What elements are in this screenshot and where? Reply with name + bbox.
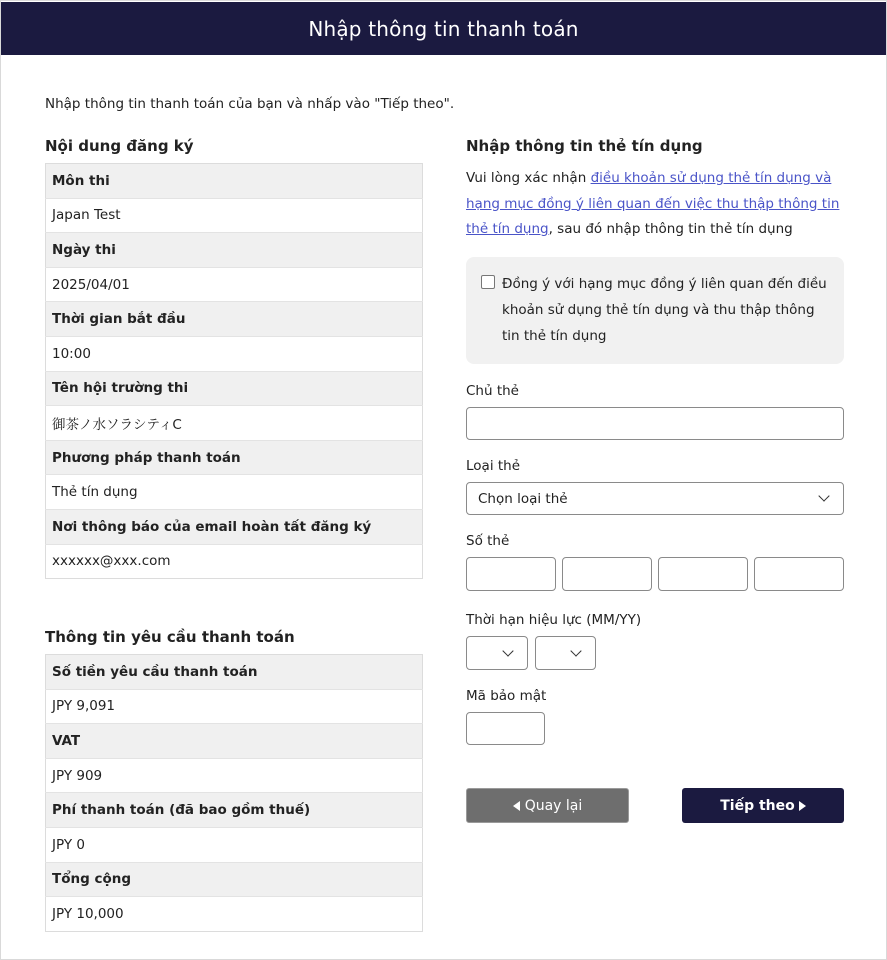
row-value: Thẻ tín dụng	[46, 475, 423, 510]
row-value: JPY 909	[46, 758, 423, 793]
row-value: xxxxxx@xxx.com	[46, 544, 423, 579]
caret-left-icon	[513, 801, 520, 811]
intro-text: Nhập thông tin thanh toán của bạn và nhấp vào "Tiếp theo".	[45, 96, 455, 112]
chevron-down-icon	[502, 645, 513, 656]
row-label: Nơi thông báo của email hoàn tất đăng ký	[46, 509, 423, 544]
row-label: Tổng cộng	[46, 862, 423, 897]
back-button-label: Quay lại	[524, 797, 583, 814]
notice-suffix: , sau đó nhập thông tin thẻ tín dụng	[548, 221, 793, 237]
row-label: Phương pháp thanh toán	[46, 440, 423, 475]
notice-prefix: Vui lòng xác nhận	[466, 170, 591, 186]
cvv-label: Mã bảo mật	[466, 688, 547, 704]
billing-table	[45, 654, 423, 932]
chevron-down-icon	[818, 490, 829, 501]
expiry-year-select[interactable]	[535, 636, 596, 670]
row-value: Japan Test	[46, 198, 423, 233]
row-value: JPY 10,000	[46, 897, 423, 932]
row-value: JPY 9,091	[46, 689, 423, 724]
back-button[interactable]	[466, 788, 629, 823]
caret-right-icon	[799, 801, 806, 811]
card-number-label: Số thẻ	[466, 533, 510, 549]
row-label: Phí thanh toán (đã bao gồm thuế)	[46, 793, 423, 828]
agreement-box	[466, 257, 844, 364]
card-number-part-4[interactable]	[754, 557, 844, 591]
expiry-label: Thời hạn hiệu lực (MM/YY)	[466, 612, 642, 628]
next-button[interactable]	[682, 788, 844, 823]
card-type-label: Loại thẻ	[466, 458, 521, 474]
row-label: Ngày thi	[46, 233, 423, 268]
cvv-input[interactable]	[466, 712, 545, 745]
card-number-part-2[interactable]	[562, 557, 652, 591]
card-type-select[interactable]	[466, 482, 844, 515]
expiry-month-select[interactable]	[466, 636, 528, 670]
page-header	[1, 2, 886, 55]
card-title: Nhập thông tin thẻ tín dụng	[466, 137, 703, 155]
card-holder-input[interactable]	[466, 407, 844, 440]
row-label: Số tiền yêu cầu thanh toán	[46, 655, 423, 690]
card-number-part-1[interactable]	[466, 557, 556, 591]
row-label: Tên hội trường thi	[46, 371, 423, 406]
card-number-part-3[interactable]	[658, 557, 748, 591]
row-value: 御茶ノ水ソラシティC	[46, 406, 423, 441]
row-label: Thời gian bắt đầu	[46, 302, 423, 337]
row-label: VAT	[46, 724, 423, 759]
row-value: JPY 0	[46, 827, 423, 862]
chevron-down-icon	[570, 645, 581, 656]
row-value: 2025/04/01	[46, 267, 423, 302]
agreement-label[interactable]: Đồng ý với hạng mục đồng ý liên quan đến điều khoản sử dụng thẻ tín dụng và thu thập thông tin thẻ tín dụng	[502, 276, 827, 344]
row-label: Môn thi	[46, 164, 423, 199]
page-title: Nhập thông tin thanh toán	[308, 16, 579, 41]
card-notice	[466, 166, 846, 243]
holder-label: Chủ thẻ	[466, 383, 519, 399]
next-button-label: Tiếp theo	[720, 797, 795, 814]
card-type-selected: Chọn loại thẻ	[478, 490, 568, 507]
row-value: 10:00	[46, 336, 423, 371]
billing-title: Thông tin yêu cầu thanh toán	[45, 628, 295, 646]
agreement-checkbox[interactable]	[481, 275, 495, 289]
registration-table	[45, 163, 423, 579]
registration-title: Nội dung đăng ký	[45, 137, 194, 155]
terms-link[interactable]: điều khoản sử dụng thẻ tín dụng và hạng mục đồng ý liên quan đến việc thu thập thông tin thẻ tín dụng	[466, 170, 840, 237]
